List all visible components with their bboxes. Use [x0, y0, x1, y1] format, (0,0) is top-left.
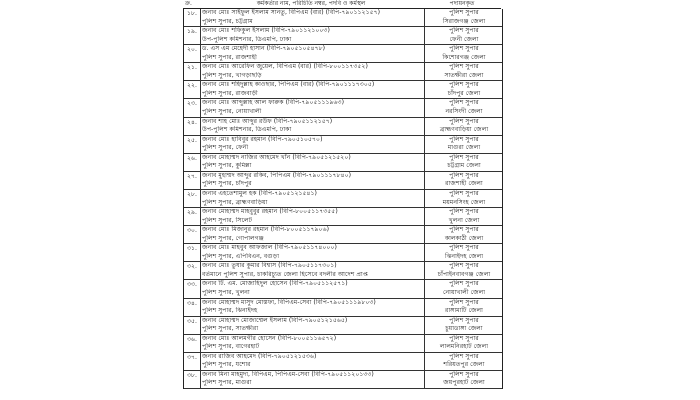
table-row — [184, 299, 502, 317]
table-row — [184, 99, 502, 117]
officer-cell — [202, 317, 420, 334]
officer-name: জনাব টি. এম. মোজাহিদুল হোসেন (বিপি-৭৯০৫১১২৫৭১) — [202, 280, 348, 288]
posting-district: সিরাজগঞ্জ জেলা — [442, 17, 486, 25]
serial-number: ৩৭. — [184, 353, 201, 370]
officer-name: জনাব মোঃ শফিকুল ইসলাম (বিপি-৭৯০১১২১০০৩) — [202, 27, 330, 35]
table-row — [184, 9, 502, 27]
serial-number: ২৬. — [184, 154, 201, 171]
posting-title: পুলিশ সুপার — [449, 226, 479, 234]
posting-cell — [424, 244, 503, 261]
posting-cell — [424, 136, 503, 153]
serial-number: ৩১. — [184, 244, 201, 261]
current-post: পুলিশ সুপার, গোপালগঞ্জ — [202, 234, 264, 242]
transfer-table — [183, 9, 503, 389]
officer-cell — [202, 99, 420, 116]
posting-district: চট্টগ্রাম জেলা — [447, 162, 481, 170]
posting-district: শরিয়তপুর জেলা — [443, 361, 485, 369]
posting-cell — [424, 45, 503, 62]
posting-cell — [424, 99, 503, 116]
officer-name: জনাব মোঃ আলমগীর হোসেন (বিপি-৮০০৫১১৬৫৭২) — [202, 334, 337, 342]
officer-cell — [202, 136, 420, 153]
posting-cell — [424, 118, 503, 135]
posting-title: পুলিশ সুপার — [449, 352, 479, 360]
officer-cell — [202, 353, 420, 370]
posting-cell — [424, 262, 503, 279]
table-row — [184, 154, 502, 172]
officer-cell — [202, 299, 420, 316]
officer-name: জনাব মোঃ আব্দুল্লাহ আল ফারুক (বিপি-৭৯০৫১১১৯৬৩) — [202, 99, 344, 107]
posting-district: ব্রাহ্মণবাড়িয়া জেলা — [439, 126, 489, 134]
posting-district: মাগুরা জেলা — [447, 144, 481, 152]
current-post: পুলিশ সুপার, ফেনী — [202, 144, 249, 152]
current-post: পুলিশ সুপার, মাগুরা — [202, 379, 252, 387]
table-row — [184, 136, 502, 154]
officer-name: জনাব মোঃ আরেফিন জুয়েল, বিপিএম (বার) (বিপি-৮০০১১৭৩৫২) — [202, 63, 368, 71]
officer-name: জনাব শাহ মোঃ আব্দুর রউফ (বিপি-৭৯০৫১১২১৫৭) — [202, 117, 333, 125]
posting-title: পুলিশ সুপার — [449, 298, 479, 306]
current-post: উপ-পুলিশ কমিশনার, ডিএমপি, ঢাকা — [202, 126, 292, 134]
posting-cell — [424, 226, 503, 243]
posting-cell — [424, 27, 503, 44]
officer-cell — [202, 27, 420, 44]
officer-name: জনাব মোঃ তুষার কুমার বিশ্বাস (বিপি-৭৯০৫১১৭৩০১) — [202, 262, 337, 270]
posting-cell — [424, 63, 503, 80]
officer-cell — [202, 280, 420, 297]
officer-cell — [202, 226, 420, 243]
serial-number: ৩৮. — [184, 371, 201, 388]
officer-cell — [202, 118, 420, 135]
posting-district: কালকাঠী জেলা — [444, 234, 484, 242]
table-row — [184, 208, 502, 226]
table-row — [184, 190, 502, 208]
officer-name: জনাব মুহাম্মদ আব্দুর রকিব, পিপিএম (বিপি-৭৯০১১১৭৮৪০) — [202, 171, 352, 179]
serial-number: ৩৪. — [184, 299, 201, 316]
posting-district: নরসিংদী জেলা — [445, 108, 483, 116]
posting-district: চাঁদপুর জেলা — [447, 89, 481, 97]
posting-title: পুলিশ সুপার — [449, 117, 479, 125]
officer-name: জনাব রাজিব আহমেদ (বিপি-৭৯০৫১২১৫৩৬) — [202, 352, 317, 360]
table-row — [184, 262, 502, 280]
serial-number: ২২. — [184, 81, 201, 98]
table-row — [184, 335, 502, 353]
current-post: পুলিশ সুপার, সিলেট — [202, 216, 252, 224]
posting-district: চুয়াডাঙ্গা জেলা — [445, 325, 483, 333]
current-post: পুলিশ সুপার, ব্রাহ্মণবাড়িয়া — [202, 198, 268, 206]
table-row — [184, 353, 502, 371]
posting-title: পুলিশ সুপার — [449, 334, 479, 342]
table-row — [184, 280, 502, 298]
posting-title: পুলিশ সুপার — [449, 316, 479, 324]
posting-title: পুলিশ সুপার — [449, 370, 479, 378]
posting-cell — [424, 154, 503, 171]
posting-title: পুলিশ সুপার — [449, 45, 479, 53]
posting-district: রাঙ্গামাটি জেলা — [445, 307, 483, 315]
current-post: পুলিশ সুপার, বাগেরহাট — [202, 343, 260, 351]
serial-number: ৩২. — [184, 262, 201, 279]
officer-cell — [202, 244, 420, 261]
table-row — [184, 27, 502, 45]
current-post: পুলিশ সুপার, রাজশাহী — [202, 53, 257, 61]
posting-district: সাতক্ষীরা জেলা — [444, 71, 484, 79]
serial-number: ৩৩. — [184, 280, 201, 297]
current-post: পুলিশ সুপার, চট্টগ্রাম — [202, 17, 253, 25]
posting-district: কিশোরগঞ্জ জেলা — [442, 53, 486, 61]
posting-cell — [424, 299, 503, 316]
serial-number: ২১. — [184, 63, 201, 80]
posting-title: পুলিশ সুপার — [449, 244, 479, 252]
posting-district: খুলনা জেলা — [448, 216, 480, 224]
posting-title: পুলিশ সুপার — [449, 171, 479, 179]
officer-cell — [202, 154, 420, 171]
posting-cell — [424, 335, 503, 352]
officer-name: জনাব মোঃ শহিদুল্লাহ কাওছার, পিপিএম (বার) (বিপি-৭৯০১১১৭৩০৫) — [202, 81, 375, 89]
officer-name: জনাব এহতেশামুল হক (বিপি-৭৯০৫১২১৫৪১) — [202, 189, 317, 197]
posting-district: ফেনী জেলা — [449, 35, 479, 43]
officer-name: জনাব মোহাম্মদ নাজির আহমেদ খাঁন (বিপি-৭৯০৫১২১৫২০) — [202, 153, 351, 161]
current-post: বর্তমানে পুলিশ সুপার, চাকরিচ্যুত জেলা হিসেবে বদলীর আদেশ প্রাপ্ত — [202, 270, 368, 278]
posting-cell — [424, 317, 503, 334]
table-row — [184, 45, 502, 63]
serial-number: ২০. — [184, 45, 201, 62]
table-row — [184, 63, 502, 81]
posting-district: চাঁপাইনবাবগঞ্জ জেলা — [437, 270, 491, 278]
serial-number: ১৮. — [184, 9, 201, 26]
posting-cell — [424, 9, 503, 26]
serial-number: ২৪. — [184, 118, 201, 135]
posting-title: পুলিশ সুপার — [449, 153, 479, 161]
header-name: কর্মকর্তার নাম, পরিচিতি নম্বর, পদবি ও কর্মস্থল — [256, 0, 366, 7]
serial-number: ৩৬. — [184, 335, 201, 352]
posting-cell — [424, 81, 503, 98]
posting-cell — [424, 371, 503, 388]
current-post: পুলিশ সুপার, খাগড়াছড়ি — [202, 71, 262, 79]
posting-title: পুলিশ সুপার — [449, 262, 479, 270]
header-posting: পদায়নকৃত — [449, 0, 475, 7]
officer-name: জনাব মোহাম্মদ মোজাম্মেল ইসলাম (বিপি-৭৯০৫১২১৫৬৫) — [202, 316, 348, 324]
officer-name: জনাব মোহাম্মদ মাহবুবুর রহমান (বিপি-৮০০৫১১৭৩৫৫) — [202, 208, 338, 216]
officer-name: জনাব মোঃ মাহবুব আফজাল (বিপি-৭৯০৫১১৭৪০০০) — [202, 244, 337, 252]
officer-cell — [202, 9, 420, 26]
current-post: পুলিশ সুপার, চাঁদপুর — [202, 180, 252, 188]
posting-title: পুলিশ সুপার — [449, 99, 479, 107]
serial-number: ২৭. — [184, 172, 201, 189]
table-row — [184, 118, 502, 136]
current-post: উপ-পুলিশ কমিশনার, ডিএমপি, ঢাকা — [202, 35, 292, 43]
posting-district: জয়পুরহাট জেলা — [443, 379, 485, 387]
table-row — [184, 317, 502, 335]
officer-cell — [202, 45, 420, 62]
posting-title: পুলিশ সুপার — [449, 189, 479, 197]
posting-cell — [424, 208, 503, 225]
serial-number: ২৮. — [184, 190, 201, 207]
officer-cell — [202, 172, 420, 189]
posting-district: ঝিনাইদহ জেলা — [444, 252, 484, 260]
officer-cell — [202, 190, 420, 207]
officer-name: জনাব মোহাম্মদ মাসুদ মোস্তফা, বিপিএম-সেবা (বিপি-৭৯০৫১১১৯৮০৩) — [202, 298, 376, 306]
posting-district: লালমনিরহাট জেলা — [439, 343, 489, 351]
serial-number: ১৯. — [184, 27, 201, 44]
posting-title: পুলিশ সুপার — [449, 9, 479, 16]
table-header — [183, 0, 501, 9]
posting-district: রাজশাহী জেলা — [445, 180, 483, 188]
serial-number: ৩০. — [184, 226, 201, 243]
posting-district: ময়মনসিংহ জেলা — [442, 198, 486, 206]
table-row — [184, 81, 502, 99]
posting-cell — [424, 190, 503, 207]
current-post: পুলিশ সুপার, কুমিল্লা — [202, 162, 252, 170]
posting-title: পুলিশ সুপার — [449, 81, 479, 89]
current-post: পুলিশ সুপার, এপিবিএন, বগুড়া — [202, 252, 279, 260]
current-post: পুলিশ সুপার, ঝিনাইদহ — [202, 307, 258, 315]
current-post: পুলিশ সুপার, যশোর — [202, 361, 251, 369]
serial-number: ২৩. — [184, 99, 201, 116]
posting-title: পুলিশ সুপার — [449, 27, 479, 35]
posting-title: পুলিশ সুপার — [449, 208, 479, 216]
officer-cell — [202, 335, 420, 352]
officer-name: জনাব মিনা মাহমুদা, বিপিএম, পিপিএম-সেবা (বিপি-৭৯০৫১১২০১৩৩) — [202, 370, 374, 378]
posting-title: পুলিশ সুপার — [449, 135, 479, 143]
officer-cell — [202, 81, 420, 98]
table-row — [184, 371, 502, 389]
posting-cell — [424, 280, 503, 297]
current-post: পুলিশ সুপার, সাতক্ষীরা — [202, 325, 259, 333]
posting-cell — [424, 172, 503, 189]
current-post: পুলিশ সুপার, খুলনা — [202, 289, 250, 296]
officer-name: জনাব মোঃ হাবিবুর রহমান (বিপি-৭৯০৫১০৫৭০) — [202, 135, 323, 143]
posting-title: পুলিশ সুপার — [449, 63, 479, 71]
officer-cell — [202, 208, 420, 225]
posting-title: পুলিশ সুপার — [449, 280, 479, 288]
officer-name: ড. এস এম মেহেদী হাসান (বিপি-৭৯০৫১০৫৪৭৮) — [202, 45, 326, 53]
officer-cell — [202, 371, 420, 388]
table-row — [184, 244, 502, 262]
serial-number: ২৯. — [184, 208, 201, 225]
current-post: পুলিশ সুপার, নোয়াখালী — [202, 108, 262, 116]
posting-district: নোয়াখালী জেলা — [442, 289, 486, 296]
officer-cell — [202, 63, 420, 80]
table-row — [184, 226, 502, 244]
serial-number: ৩৫. — [184, 317, 201, 334]
officer-name: জনাব মোঃ সাইফুল ইসলাম সানতু, বিপিএম (বার) (বিপি-৭৯০১১২১৫৭) — [202, 9, 381, 16]
officer-name: জনাব মোঃ মিজানুর রহমান (বিপি-৮০০৫১১৭৯০৬) — [202, 226, 330, 234]
table-row — [184, 172, 502, 190]
header-serial: ক্র. — [185, 0, 192, 7]
posting-cell — [424, 353, 503, 370]
current-post: পুলিশ সুপার, রাজবাড়ী — [202, 89, 258, 97]
officer-cell — [202, 262, 420, 279]
serial-number: ২৫. — [184, 136, 201, 153]
document-page — [183, 0, 501, 400]
